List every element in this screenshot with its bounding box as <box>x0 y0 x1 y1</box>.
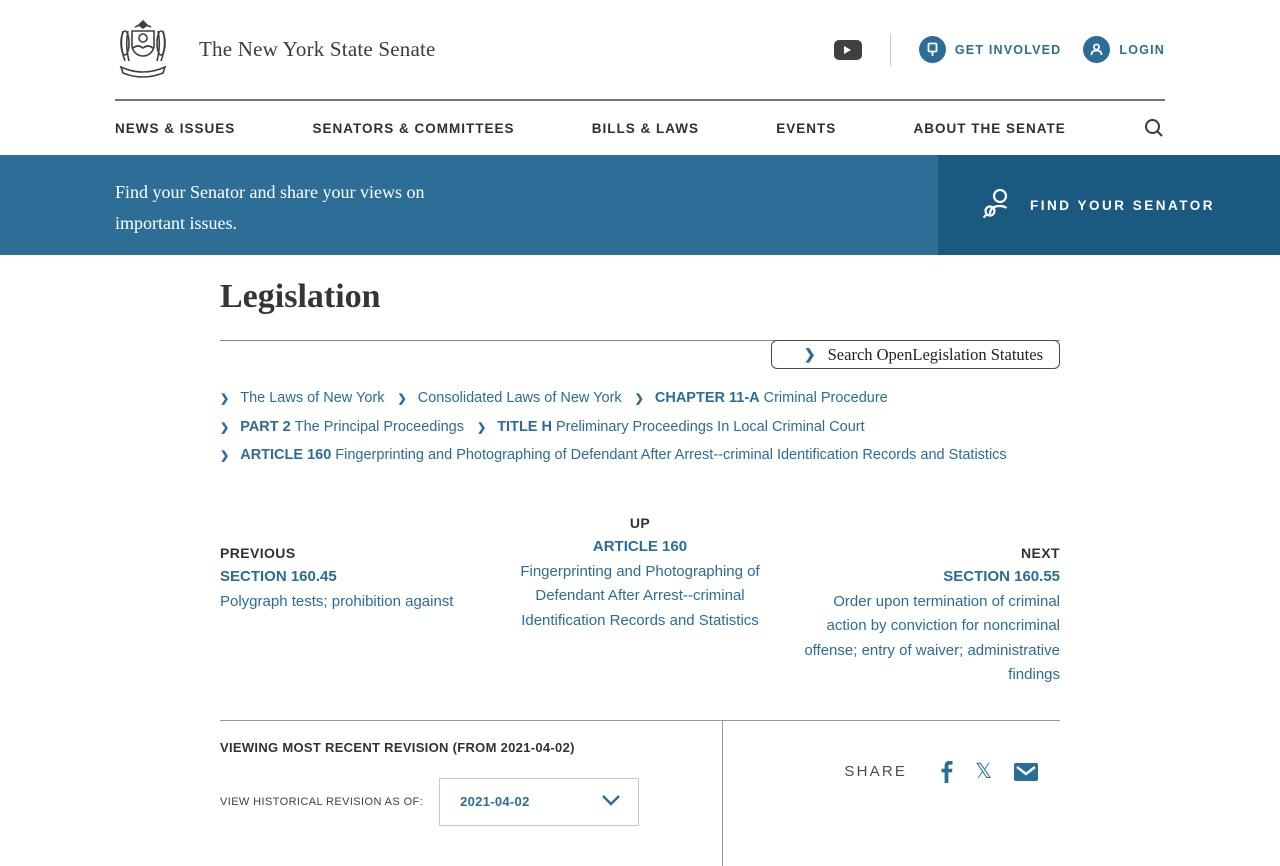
find-your-senator-label: FIND YOUR SENATOR <box>1030 197 1216 213</box>
site-header <box>0 0 1280 99</box>
site-title: The New York State Senate <box>199 37 436 61</box>
nav-item-news-issues[interactable]: NEWS & ISSUES <box>115 120 236 136</box>
breadcrumb-link-article-160[interactable]: ARTICLE 160 Fingerprinting and Photographing of Defendant After Arrest--criminal Identification Records and Statistics <box>240 447 1007 463</box>
pager-up <box>500 511 780 688</box>
get-involved-button[interactable] <box>919 36 1062 63</box>
share-panel <box>723 720 1060 866</box>
chevron-right-icon: ❯ <box>220 393 230 405</box>
chevron-right-icon: ❯ <box>803 346 816 362</box>
breadcrumb-link-consolidated-laws[interactable]: Consolidated Laws of New York <box>417 390 622 406</box>
email-icon[interactable] <box>1014 763 1038 781</box>
up-section-link[interactable]: ARTICLE 160 <box>592 538 688 555</box>
main-content <box>220 278 1060 866</box>
find-your-senator-button[interactable] <box>938 155 1280 255</box>
get-involved-label: GET INVOLVED <box>954 42 1062 57</box>
main-nav <box>115 99 1165 155</box>
search-statutes-button[interactable] <box>771 340 1060 369</box>
nav-item-events[interactable]: EVENTS <box>776 120 837 136</box>
youtube-icon[interactable] <box>834 40 862 60</box>
breadcrumb-line <box>220 385 1060 414</box>
nav-item-about-senate[interactable]: ABOUT THE SENATE <box>913 120 1066 136</box>
header-actions <box>834 34 1165 66</box>
viewing-notice: VIEWING MOST RECENT REVISION (FROM 2021-04-02) <box>220 739 575 755</box>
revision-date-value: 2021-04-02 <box>460 794 530 809</box>
next-section-description[interactable]: Order upon termination of criminal action by conviction for noncriminal offense; entry of waiver; administrative findings <box>804 592 1060 683</box>
previous-section-description[interactable]: Polygraph tests; prohibition against <box>220 592 454 610</box>
pager-next <box>780 511 1060 688</box>
chevron-down-icon <box>602 793 620 811</box>
nav-item-bills-laws[interactable]: BILLS & LAWS <box>591 120 700 136</box>
historical-revision-row <box>220 778 702 826</box>
historical-revision-label: VIEW HISTORICAL REVISION AS OF: <box>220 795 424 808</box>
breadcrumb-line <box>220 414 1060 443</box>
login-label: LOGIN <box>1119 42 1165 57</box>
x-twitter-icon[interactable]: 𝕏 <box>975 760 992 783</box>
person-icon <box>1083 36 1110 63</box>
page-title: Legislation <box>220 278 381 315</box>
previous-section-link[interactable]: SECTION 160.45 <box>220 568 337 585</box>
chevron-right-icon: ❯ <box>220 421 230 434</box>
next-section-link[interactable]: SECTION 160.55 <box>943 568 1060 585</box>
breadcrumb-link-title-h[interactable]: TITLE H Preliminary Proceedings In Local Criminal Court <box>497 418 865 435</box>
breadcrumb-link-chapter-11a[interactable]: CHAPTER 11-A Criminal Procedure <box>654 390 888 406</box>
previous-label: PREVIOUS <box>220 544 296 561</box>
pushpin-icon <box>919 36 946 63</box>
next-label: NEXT <box>1021 544 1060 561</box>
nav-item-senators-committees[interactable]: SENATORS & COMMITTEES <box>312 120 515 136</box>
revision-panel <box>220 720 1060 866</box>
search-statutes-label: Search OpenLegislation Statutes <box>827 344 1043 364</box>
chevron-right-icon: ❯ <box>634 393 644 405</box>
title-divider <box>220 340 1060 364</box>
header-divider <box>890 34 891 66</box>
ny-coat-of-arms-logo <box>115 19 171 81</box>
search-icon[interactable] <box>1143 117 1165 139</box>
breadcrumb-link-laws-of-ny[interactable]: The Laws of New York <box>240 390 385 406</box>
revision-controls <box>220 720 723 866</box>
breadcrumb <box>220 385 1060 471</box>
chevron-right-icon: ❯ <box>397 393 407 405</box>
breadcrumb-line <box>220 442 1060 471</box>
up-label: UP <box>629 514 651 531</box>
chevron-right-icon: ❯ <box>220 450 230 462</box>
banner-message: Find your Senator and share your views on important issues. <box>115 182 425 233</box>
breadcrumb-link-part-2[interactable]: PART 2 The Principal Proceedings <box>240 418 464 435</box>
chevron-right-icon: ❯ <box>476 421 487 434</box>
person-search-icon <box>982 187 1012 224</box>
section-pager <box>220 511 1060 688</box>
find-senator-banner <box>0 155 1280 255</box>
login-button[interactable] <box>1083 36 1165 63</box>
up-section-description[interactable]: Fingerprinting and Photographing of Defendant After Arrest--criminal Identification Records and Statistics <box>520 562 760 629</box>
facebook-icon[interactable] <box>941 761 953 783</box>
pager-previous <box>220 511 500 688</box>
site-logo-link[interactable] <box>115 19 436 81</box>
share-label: SHARE <box>844 763 908 780</box>
revision-date-select[interactable] <box>439 778 639 826</box>
